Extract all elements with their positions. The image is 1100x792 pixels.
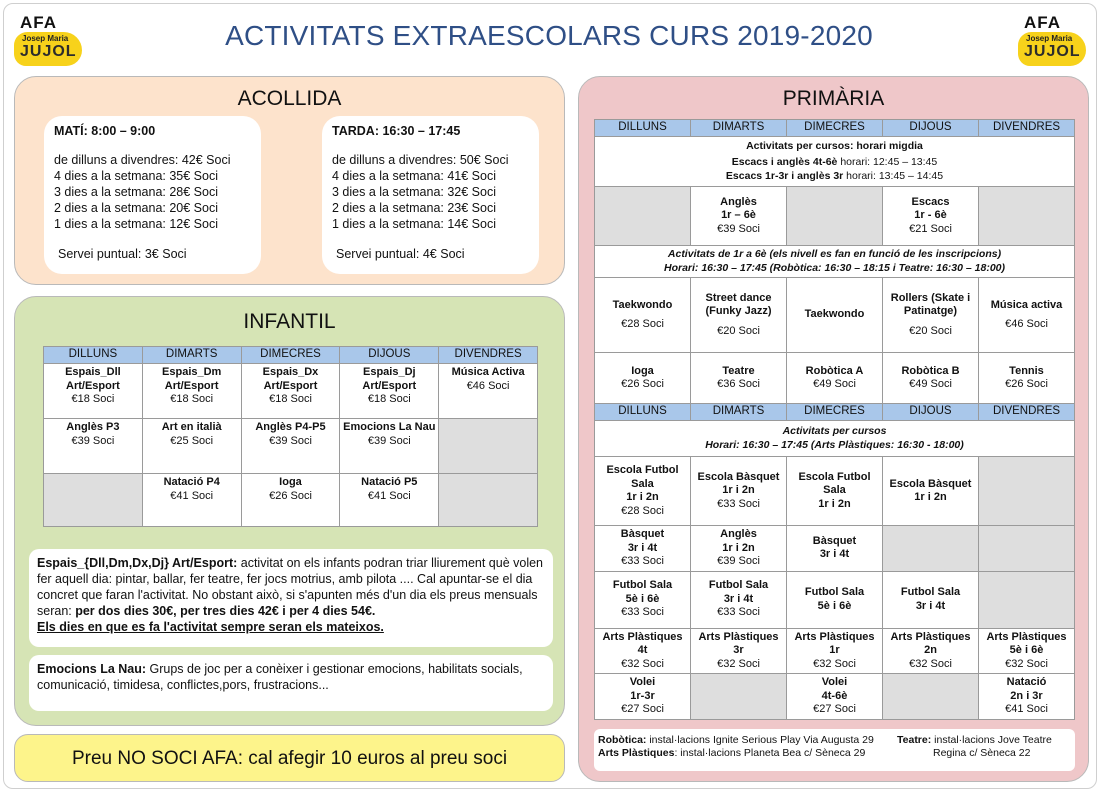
activity-cell — [691, 278, 787, 353]
activity-price: €46 Soci — [466, 379, 510, 392]
cursos-note-2: Horari: 16:30 – 17:45 (Arts Plàstiques: 16:30 - 18:00) — [705, 438, 964, 451]
acollida-title: ACOLLIDA — [237, 87, 342, 110]
table-row — [595, 674, 1075, 720]
activity-cell — [340, 364, 439, 419]
table-row — [595, 571, 1075, 628]
activity-cell — [691, 457, 787, 526]
activity-cell — [787, 278, 883, 353]
activity-level: 3r i 4t — [723, 592, 754, 605]
day-header-divendres: DIVENDRES — [979, 120, 1075, 137]
table-row — [595, 457, 1075, 526]
activity-price: €41 Soci — [367, 489, 411, 502]
activity-name: Anglès P4-P5 — [255, 421, 326, 433]
activity-name: Anglès — [720, 528, 757, 540]
activity-price: €27 Soci — [621, 703, 664, 715]
activity-price: €39 Soci — [71, 434, 115, 447]
activity-price: €39 Soci — [269, 434, 312, 447]
activity-name: Futbol Sala — [804, 586, 865, 598]
activity-name: Taekwondo — [804, 308, 865, 321]
activity-cell — [595, 526, 691, 572]
activity-cell — [883, 457, 979, 526]
day-header-dimecres: DIMECRES — [787, 120, 883, 137]
activity-price: €46 Soci — [1005, 318, 1048, 330]
activity-name: Espais_Dll Art/Esport — [65, 366, 121, 392]
activity-level: 4t-6è — [821, 689, 848, 702]
tarda-line: 4 dies a la setmana: 41€ Soci — [332, 169, 496, 183]
activity-level: 3r — [733, 644, 744, 656]
afa-logo-right — [1016, 10, 1088, 66]
activity-cell — [883, 187, 979, 246]
activity-cell — [595, 571, 691, 628]
activity-level: 2n — [924, 644, 937, 656]
activity-price: €27 Soci — [813, 703, 856, 715]
emocions-text: Grups de joc per a conèixer i gestionar emocions, habilitats socials, comunicació, timidesa, conflictes,pors, frustracions... — [37, 662, 523, 692]
activity-price: €21 Soci — [909, 222, 952, 235]
activity-level: 2n i 3r — [1010, 689, 1043, 702]
activity-name: Anglès P3 — [66, 421, 120, 433]
activity-level: 5è i 6è — [625, 592, 660, 605]
robotica-label: Robòtica: — [598, 734, 647, 746]
activity-name: Bàsquet — [620, 528, 665, 540]
activity-price: €28 Soci — [621, 318, 664, 330]
day-header-dilluns: DILLUNS — [44, 347, 143, 364]
activity-name: Robòtica A — [805, 364, 864, 377]
activity-price: €26 Soci — [621, 378, 664, 390]
afa-logo-left — [12, 10, 84, 66]
activity-name: Taekwondo — [612, 298, 673, 311]
logo-jujol-text: JUJOL — [20, 43, 77, 60]
infantil-title: INFANTIL — [243, 310, 336, 333]
activity-price: €18 Soci — [170, 393, 214, 405]
activity-name: Escola Bàsquet — [697, 470, 780, 483]
activity-price: €26 Soci — [269, 489, 312, 502]
day-header-dijous: DIJOUS — [340, 347, 439, 364]
activity-cell — [979, 278, 1075, 353]
migdia-line1-rest: horari: 12:45 – 13:45 — [837, 156, 938, 169]
days-header-row — [595, 120, 1075, 137]
activity-name: Robòtica B — [901, 364, 960, 377]
activity-name: Art en italià — [161, 421, 222, 433]
activity-price: €39 Soci — [717, 222, 760, 235]
activity-level: 5è i 6è — [817, 599, 852, 612]
activity-cell — [787, 353, 883, 404]
activity-price: €26 Soci — [1005, 378, 1048, 390]
activity-level: 3r i 4t — [819, 548, 850, 561]
arts-location: : instal·lacions Planeta Bea c/ Sèneca 29 — [674, 747, 866, 759]
activity-cell — [883, 278, 979, 353]
activity-cell — [595, 674, 691, 720]
activity-price: €33 Soci — [717, 497, 760, 510]
activity-name: Anglès — [720, 195, 757, 208]
activity-price: €28 Soci — [621, 504, 664, 517]
mati-heading: MATÍ: 8:00 – 9:00 — [54, 124, 156, 138]
activity-cell — [241, 419, 340, 474]
preu-no-soci-banner: Preu NO SOCI AFA: cal afegir 10 euros al preu soci — [14, 734, 565, 782]
day-header-divendres: DIVENDRES — [439, 347, 538, 364]
migdia-line1-bold: Escacs i anglès 4t-6è — [731, 156, 838, 169]
acollida-panel — [14, 76, 565, 285]
empty-cell — [979, 526, 1075, 572]
activity-name: Volei — [629, 676, 656, 688]
activity-price: €41 Soci — [1005, 703, 1048, 715]
emocions-description — [29, 655, 553, 711]
activity-name: Arts Plàstiques — [698, 630, 779, 643]
empty-cell — [979, 187, 1075, 246]
activity-name: Escola Futbol Sala — [798, 470, 871, 497]
mati-line: de dilluns a divendres: 42€ Soci — [54, 153, 231, 167]
mati-line: 4 dies a la setmana: 35€ Soci — [54, 169, 218, 183]
activity-name: Espais_Dx Art/Esport — [262, 366, 319, 392]
migdia-heading: Activitats per cursos: horari migdia — [746, 139, 923, 152]
empty-cell — [44, 474, 143, 527]
activity-cell — [787, 628, 883, 674]
migdia-note-row — [595, 137, 1075, 187]
activity-name: Natació P5 — [361, 476, 418, 488]
empty-cell — [979, 457, 1075, 526]
activity-cell — [883, 571, 979, 628]
activity-price: €32 Soci — [813, 657, 856, 670]
activity-name: Escola Bàsquet — [889, 477, 972, 490]
activity-name: Emocions La Nau — [343, 421, 436, 433]
activity-name: Arts Plàstiques — [890, 630, 971, 643]
teatre-location: instal·lacions Jove Teatre — [931, 734, 1052, 746]
activity-cell — [340, 419, 439, 474]
table-row — [44, 364, 538, 419]
tarda-heading: TARDA: 16:30 – 17:45 — [332, 124, 461, 138]
tarda-line: 1 dies a la setmana: 14€ Soci — [332, 217, 496, 231]
espais-prices: per dos dies 30€, per tres dies 42€ i per 4 dies 54€. — [75, 604, 376, 618]
tarda-line: 3 dies a la setmana: 32€ Soci — [332, 185, 496, 199]
espais-note: Els dies en que es fa l'activitat sempre seran els mateixos. — [37, 620, 384, 634]
activity-name: Teatre — [722, 364, 755, 377]
espais-text: activitat on els infants podran triar lliurement què volen fer aquell dia: pintar, ballar, fer teatre, fer jocs motrius, amb pilota .... Cal apuntar-se el dia concret que faran l'activitat. No obstant això, si s'apunten més d'un dia els preus mensuals seran: — [37, 556, 544, 618]
activity-cell — [979, 628, 1075, 674]
activity-name: Natació — [1006, 676, 1047, 688]
table-row — [595, 628, 1075, 674]
empty-cell — [595, 187, 691, 246]
activity-price: €18 Soci — [71, 393, 115, 405]
espais-description — [29, 549, 553, 647]
activity-price: €18 Soci — [269, 393, 312, 405]
teatre-location-line2: Regina c/ Sèneca 22 — [933, 747, 1031, 759]
activity-cell — [44, 364, 143, 419]
days-header-row — [595, 404, 1075, 421]
activity-cell — [142, 364, 241, 419]
table-row — [44, 474, 538, 527]
cursos-note-1: Activitats per cursos — [782, 425, 887, 437]
activity-cell — [979, 674, 1075, 720]
activity-price: €49 Soci — [909, 378, 952, 390]
activity-cell — [142, 474, 241, 527]
migdia-line2-rest: horari: 13:45 – 14:45 — [843, 169, 944, 182]
table-row — [44, 419, 538, 474]
logo-name-text: Josep Maria — [1026, 34, 1073, 43]
table-row — [595, 526, 1075, 572]
activity-price: €25 Soci — [170, 434, 214, 447]
activity-cell — [691, 187, 787, 246]
activity-cell — [979, 353, 1075, 404]
activity-name: Futbol Sala — [900, 586, 961, 598]
empty-cell — [883, 674, 979, 720]
activity-name: Tennis — [1009, 364, 1044, 377]
infantil-panel — [14, 296, 565, 726]
migdia-note — [595, 137, 1075, 187]
empty-cell — [691, 674, 787, 720]
table-row — [595, 353, 1075, 404]
activity-name: Arts Plàstiques — [986, 630, 1067, 643]
migdia-line2-bold: Escacs 1r-3r i anglès 3r — [725, 169, 844, 182]
primaria-title: PRIMÀRIA — [782, 87, 885, 110]
activity-price: €33 Soci — [621, 555, 664, 567]
activity-cell — [691, 628, 787, 674]
activity-level: 1r i 2n — [818, 497, 851, 510]
activity-cell — [691, 353, 787, 404]
activity-cell — [883, 628, 979, 674]
activity-cell — [691, 526, 787, 572]
day-header-dimecres: DIMECRES — [241, 347, 340, 364]
activity-level: 1r — [829, 644, 840, 656]
activity-level: 1r i 2n — [722, 541, 755, 554]
day-header-divendres: DIVENDRES — [979, 404, 1075, 421]
tarda-puntual: Servei puntual: 4€ Soci — [336, 247, 465, 261]
table-row — [595, 278, 1075, 353]
day-header-dimecres: DIMECRES — [787, 404, 883, 421]
activity-cell — [595, 457, 691, 526]
day-header-dilluns: DILLUNS — [595, 404, 691, 421]
activity-name: Escacs — [911, 195, 950, 208]
activity-cell — [787, 674, 883, 720]
primaria-table — [594, 119, 1075, 720]
day-header-dilluns: DILLUNS — [595, 120, 691, 137]
activity-cell — [691, 571, 787, 628]
activity-level: 1r i 2n — [914, 491, 947, 503]
empty-cell — [883, 526, 979, 572]
emocions-lead: Emocions La Nau: — [37, 662, 147, 676]
arts-label: Arts Plàstiques — [598, 747, 675, 759]
activity-level: 1r i 2n — [722, 484, 755, 497]
activity-name: Música activa — [990, 298, 1063, 311]
activity-price: €32 Soci — [717, 657, 760, 670]
activity-cell — [787, 571, 883, 628]
activity-name: Futbol Sala — [708, 579, 769, 592]
cursos-note-row — [595, 421, 1075, 457]
page — [3, 3, 1097, 789]
mati-box — [44, 116, 261, 274]
activity-level: 1r - 6è — [914, 209, 947, 222]
tarda-note-2: Horari: 16:30 – 17:45 (Robòtica: 16:30 – 18:15 i Teatre: 16:30 – 18:00) — [663, 261, 1006, 274]
activity-cell — [340, 474, 439, 527]
activity-level: 5è i 6è — [1009, 644, 1044, 656]
tarda-note-1: Activitats de 1r a 6è (els nivell es fan en funció de les inscripcions) — [667, 248, 1002, 260]
activity-level: 1r i 2n — [626, 491, 659, 503]
tarda-box — [322, 116, 539, 274]
activity-price: €20 Soci — [909, 324, 952, 337]
logo-jujol-text: JUJOL — [1024, 43, 1081, 60]
activity-price: €20 Soci — [717, 324, 760, 337]
activity-level: 1r-3r — [630, 689, 655, 702]
activity-level: 1r – 6è — [721, 209, 756, 222]
activity-price: €36 Soci — [717, 378, 760, 390]
activity-name: Futbol Sala — [612, 579, 673, 592]
empty-cell — [439, 474, 538, 527]
activity-cell — [595, 628, 691, 674]
activity-cell — [142, 419, 241, 474]
page-title: ACTIVITATS EXTRAESCOLARS CURS 2019-2020 — [225, 20, 873, 51]
activity-cell — [44, 419, 143, 474]
teatre-label: Teatre: — [897, 734, 932, 746]
empty-cell — [439, 419, 538, 474]
tarda-note — [595, 246, 1075, 278]
activity-name: Ioga — [279, 476, 302, 488]
activity-name: Bàsquet — [812, 534, 857, 547]
activity-name: Escola Futbol Sala — [606, 464, 679, 490]
logo-name-text: Josep Maria — [22, 34, 69, 43]
activity-name: Espais_Dm Art/Esport — [162, 366, 222, 392]
activity-price: €41 Soci — [170, 489, 214, 502]
mati-puntual: Servei puntual: 3€ Soci — [58, 247, 187, 261]
mati-line: 2 dies a la setmana: 20€ Soci — [54, 201, 218, 215]
table-row — [595, 187, 1075, 246]
activity-cell — [883, 353, 979, 404]
activity-price: €33 Soci — [621, 606, 664, 619]
activity-price: €32 Soci — [1005, 657, 1048, 670]
activity-name: Natació P4 — [163, 476, 220, 488]
logo-afa-text: AFA — [1024, 13, 1061, 32]
empty-cell — [979, 571, 1075, 628]
day-header-dimarts: DIMARTS — [691, 404, 787, 421]
activity-name: Espais_Dj Art/Esport — [362, 366, 417, 392]
mati-line: 1 dies a la setmana: 12€ Soci — [54, 217, 218, 231]
tarda-line: 2 dies a la setmana: 23€ Soci — [332, 201, 496, 215]
activity-price: €39 Soci — [367, 434, 411, 447]
activity-name: Arts Plàstiques — [794, 630, 875, 643]
logo-afa-text: AFA — [20, 13, 57, 32]
activity-cell — [787, 526, 883, 572]
day-header-dimarts: DIMARTS — [142, 347, 241, 364]
activity-cell — [241, 474, 340, 527]
day-header-dimarts: DIMARTS — [691, 120, 787, 137]
tarda-note-row — [595, 246, 1075, 278]
activity-price: €32 Soci — [909, 657, 952, 670]
primaria-panel — [578, 76, 1089, 782]
espais-lead: Espais_{Dll,Dm,Dx,Dj} Art/Esport: — [37, 556, 238, 570]
activity-name: Ioga — [631, 364, 654, 377]
activity-cell — [595, 278, 691, 353]
activity-level: 4t — [637, 644, 648, 656]
activity-name: Rollers (Skate i Patinatge) — [890, 291, 971, 318]
activity-level: 3r i 4t — [627, 541, 658, 554]
activity-name: Volei — [821, 676, 848, 688]
tarda-line: de dilluns a divendres: 50€ Soci — [332, 153, 509, 167]
activity-cell — [241, 364, 340, 419]
robotica-location: instal·lacions Ignite Serious Play Via Augusta 29 — [646, 734, 874, 746]
activity-name: Street dance (Funky Jazz) — [705, 291, 772, 318]
activity-price: €32 Soci — [621, 657, 664, 670]
activity-cell — [439, 364, 538, 419]
activity-price: €18 Soci — [367, 393, 411, 405]
day-header-dijous: DIJOUS — [883, 120, 979, 137]
activity-cell — [787, 457, 883, 526]
days-header-row — [44, 347, 538, 364]
activity-name: Música Activa — [451, 366, 525, 378]
infantil-table — [43, 346, 538, 527]
activity-level: 3r i 4t — [915, 599, 946, 612]
activity-cell — [595, 353, 691, 404]
day-header-dijous: DIJOUS — [883, 404, 979, 421]
empty-cell — [787, 187, 883, 246]
primaria-locations — [594, 729, 1075, 771]
activity-name: Arts Plàstiques — [602, 630, 683, 643]
activity-price: €33 Soci — [717, 606, 760, 619]
activity-price: €49 Soci — [813, 378, 856, 390]
mati-line: 3 dies a la setmana: 28€ Soci — [54, 185, 218, 199]
cursos-note — [595, 421, 1075, 457]
activity-price: €39 Soci — [717, 555, 760, 567]
